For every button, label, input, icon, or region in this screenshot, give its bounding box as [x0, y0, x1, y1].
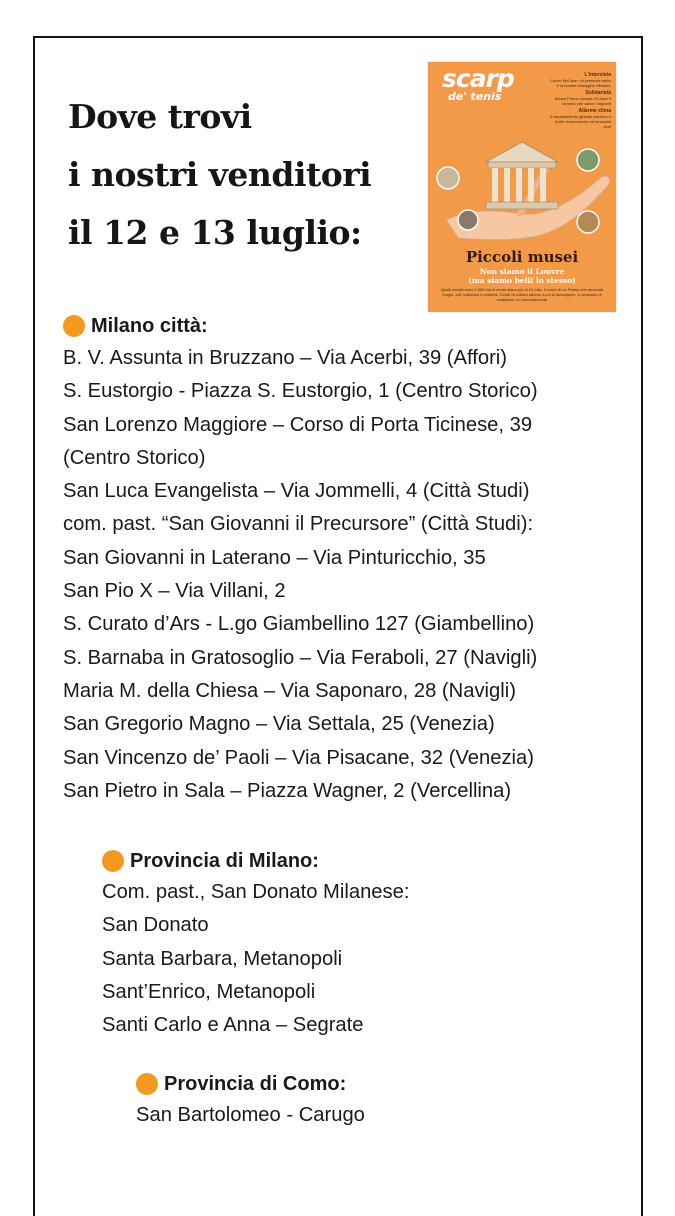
location-line: (Centro Storico) [63, 446, 206, 469]
cover-subtitle: Non siamo il Louvre [479, 267, 565, 276]
section-provincia-milano [102, 848, 409, 1042]
location-line: B. V. Assunta in Bruzzano – Via Acerbi, 39 (Affori) [63, 347, 508, 369]
section-provincia-como [136, 1071, 365, 1132]
section-milano-citta [63, 313, 538, 808]
cover-illustration [428, 128, 616, 248]
location-line: Maria M. della Chiesa – Via Saponaro, 28 (Navigli) [63, 679, 516, 702]
location-line: San Lorenzo Maggiore – Corso di Porta Ticinese, 39 [63, 413, 533, 436]
location-line: com. past. “San Giovanni il Precursore” (Città Studi): [63, 513, 534, 536]
location-list [102, 876, 409, 1042]
cover-logo: scarp [442, 64, 514, 93]
magazine-cover [428, 62, 616, 312]
bullet-dot-icon [136, 1073, 158, 1095]
section-header [136, 1071, 365, 1097]
teaser-heading: L'intervista [584, 72, 611, 78]
section-header [63, 313, 538, 339]
location-line: San Donato [102, 914, 209, 937]
cover-description: Quelli censiti sono 5.300 ma si crede siano più di 10 mila. Il cuore di un Paese che racconta luoghi, arti, tradizioni e costumi. Centri di cultura attorno a cui si raccolgono, e crescono di sostenere, le comunità locali [440, 287, 604, 302]
section-title: Milano città: [91, 314, 208, 337]
location-line: San Bartolomeo - Carugo [136, 1104, 365, 1126]
teaser-text: Il riscaldamento globale estremo e livelli record anche nei prossimi anni [550, 114, 611, 129]
page-title [68, 88, 371, 262]
location-line: S. Barnaba in Gratosoglio – Via Feraboli, 27 (Navigli) [63, 646, 538, 669]
location-line: S. Curato d’Ars - L.go Giambellino 127 (Giambellino) [63, 613, 535, 636]
title-line: il 12 e 13 luglio: [68, 213, 362, 252]
section-title: Provincia di Milano: [130, 849, 319, 872]
section-title: Provincia di Como: [164, 1072, 347, 1095]
cover-logo-sub: de' tenis [448, 90, 502, 103]
cover-title: Piccoli musei [465, 248, 579, 266]
teaser-text: Alzare Phone compie 20 anni: il numero che salva i migranti [554, 96, 611, 106]
location-line: San Luca Evangelista – Via Jommelli, 4 (Città Studi) [63, 480, 530, 503]
location-line: San Pio X – Via Villani, 2 [63, 580, 286, 603]
location-line: Sant’Enrico, Metanopoli [102, 980, 316, 1003]
location-list [136, 1099, 365, 1132]
location-line: San Pietro in Sala – Piazza Wagner, 2 (Vercellina) [63, 779, 512, 802]
location-line: Santa Barbara, Metanopoli [102, 947, 343, 970]
section-header [102, 848, 409, 874]
location-line: San Giovanni in Laterano – Via Pinturicchio, 35 [63, 546, 486, 569]
location-line: Santi Carlo e Anna – Segrate [102, 1014, 364, 1037]
location-list [63, 342, 538, 808]
teaser-text: Colum McCann: «Il presente entrò e la mostra immagine riflessa» [550, 78, 611, 88]
location-line: San Vincenzo de’ Paoli – Via Pisacane, 32 (Venezia) [63, 746, 534, 769]
bullet-dot-icon [102, 850, 124, 872]
location-line: S. Eustorgio - Piazza S. Eustorgio, 1 (Centro Storico) [63, 380, 538, 403]
cover-teasers [549, 70, 611, 129]
location-line: Com. past., San Donato Milanese: [102, 881, 410, 903]
cover-subtitle: (ma siamo belli lo stesso) [468, 276, 576, 285]
location-line: San Gregorio Magno – Via Settala, 25 (Venezia) [63, 713, 495, 736]
bullet-dot-icon [63, 315, 85, 337]
title-line: Dove trovi [68, 97, 252, 136]
teaser-heading: Solidarietà [585, 90, 611, 96]
teaser-heading: Allarme clima [578, 108, 611, 114]
title-line: i nostri venditori [68, 155, 372, 194]
